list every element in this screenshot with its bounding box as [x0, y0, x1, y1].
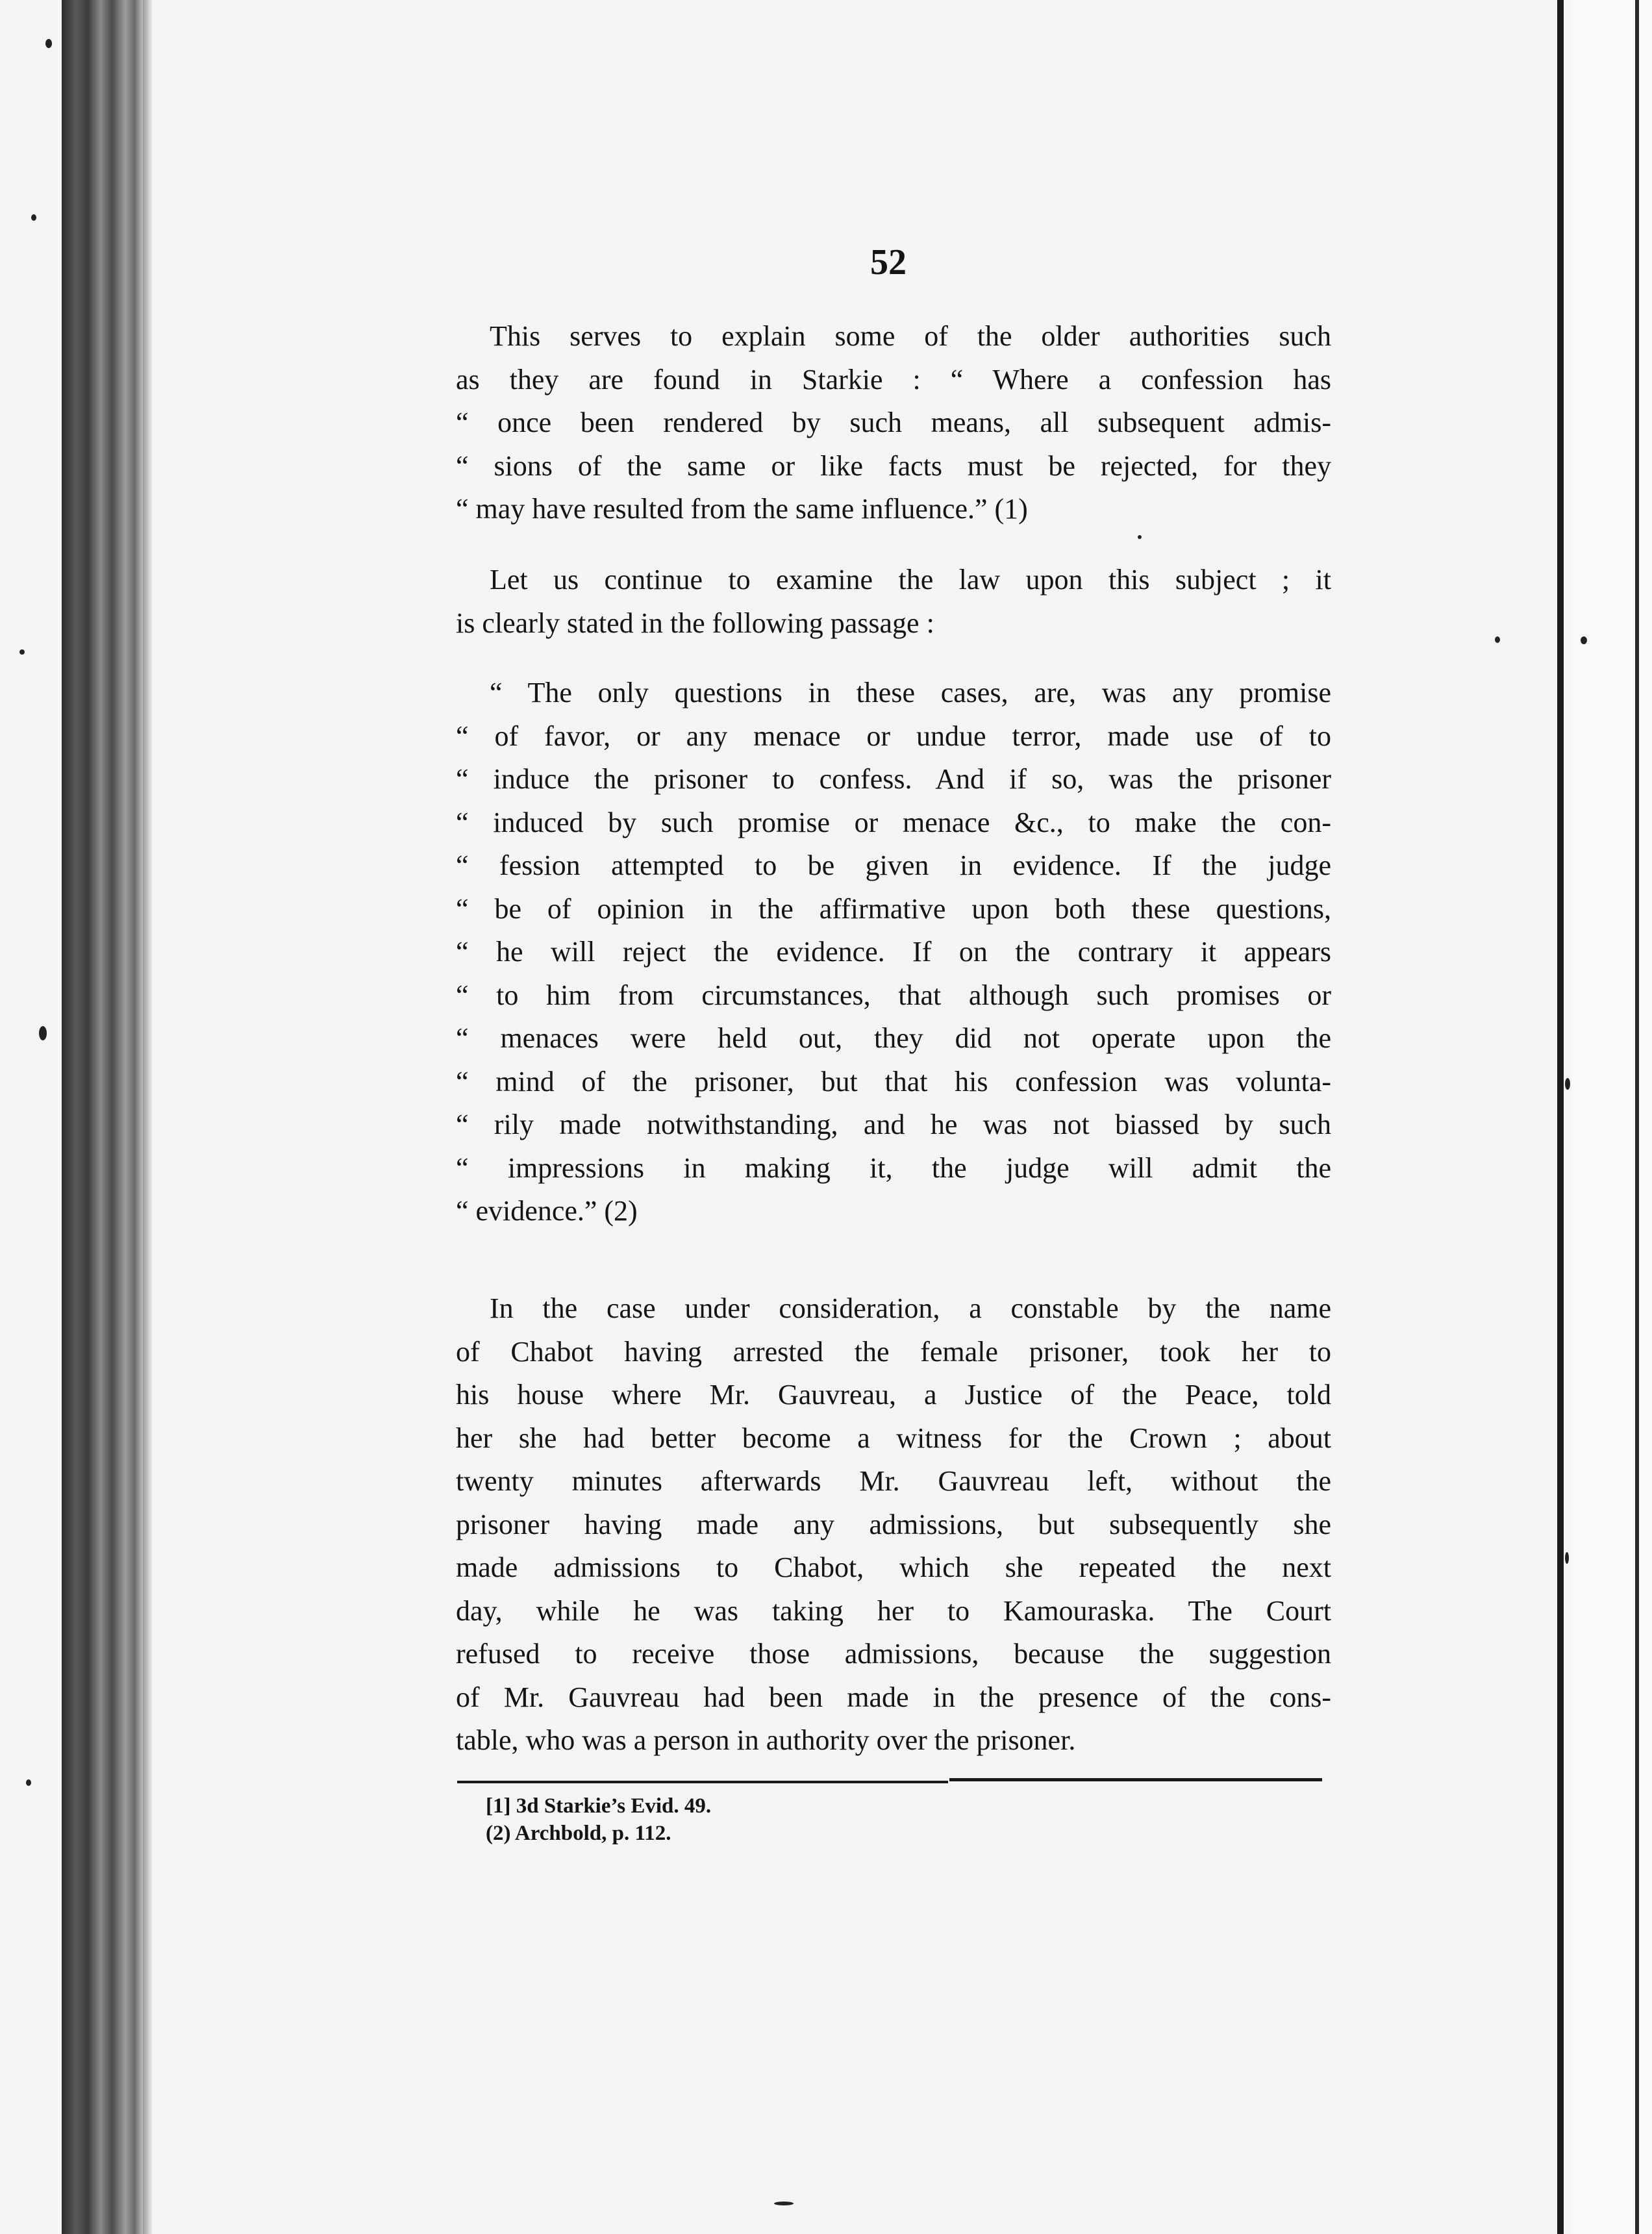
page-right-edge: [1557, 0, 1564, 2234]
text-line: “ mind of the prisoner, but that his confession was volunta-: [456, 1065, 1331, 1098]
paragraph-case: [456, 1287, 1331, 1763]
footnote-rule: [457, 1781, 948, 1783]
scan-speck: [1581, 636, 1587, 644]
scan-speck: [1138, 535, 1142, 539]
adjacent-page-strip: [1571, 0, 1652, 2234]
text-line: “ evidence.” (2): [456, 1195, 638, 1227]
text-line: “ fession attempted to be given in evidence. If the judge: [456, 849, 1331, 881]
scan-speck: [774, 2202, 794, 2205]
text-line: “ of favor, or any menace or undue terror, made use of to: [456, 720, 1331, 752]
text-line: Let us continue to examine the law upon this subject ; it: [490, 564, 1331, 596]
text-line: “ induce the prisoner to confess. And if so, was the prisoner: [456, 763, 1331, 795]
text-line: her she had better become a witness for the Crown ; about: [456, 1422, 1331, 1454]
footnotes: [486, 1792, 711, 1847]
adjacent-page-edge: [1635, 0, 1639, 2234]
text-line: his house where Mr. Gauvreau, a Justice of the Peace, told: [456, 1379, 1331, 1411]
text-line: “ to him from circumstances, that although such promises or: [456, 979, 1331, 1011]
text-line: “ he will reject the evidence. If on the contrary it appears: [456, 936, 1331, 968]
paragraph-continue: [456, 558, 1331, 645]
footnote-rule: [949, 1778, 1322, 1781]
scan-speck: [19, 649, 25, 655]
scan-speck: [1565, 1552, 1569, 1564]
text-line: “ impressions in making it, the judge will admit the: [456, 1151, 1331, 1184]
scan-speck: [45, 39, 52, 48]
paragraph-quotation: [456, 671, 1331, 1233]
scan-speck: [26, 1779, 31, 1786]
scan-speck: [39, 1026, 47, 1040]
text-line: “ menaces were held out, they did not operate upon the: [456, 1022, 1331, 1054]
text-line: “ induced by such promise or menace &c., to make the con-: [456, 806, 1331, 838]
text-line: “ sions of the same or like facts must be rejected, for they: [456, 449, 1331, 482]
paragraph-starkie: [456, 315, 1331, 531]
text-line: is clearly stated in the following passage :: [456, 607, 934, 639]
text-line: of Mr. Gauvreau had been made in the presence of the cons-: [456, 1681, 1331, 1713]
footnote-2: (2) Archbold, p. 112.: [486, 1822, 671, 1845]
text-line: refused to receive those admissions, because the suggestion: [456, 1638, 1331, 1670]
text-line: twenty minutes afterwards Mr. Gauvreau left, without the: [456, 1465, 1331, 1497]
text-line: “ The only questions in these cases, are, was any promise: [490, 677, 1331, 709]
text-line: “ may have resulted from the same influence.” (1): [456, 493, 1028, 525]
text-line: day, while he was taking her to Kamouraska. The Court: [456, 1594, 1331, 1627]
text-line: “ rily made notwithstanding, and he was not biassed by such: [456, 1109, 1331, 1140]
text-line: made admissions to Chabot, which she repeated the next: [456, 1551, 1331, 1583]
book-binding: [62, 0, 143, 2234]
scan-speck: [1495, 636, 1500, 643]
binding-edge: [143, 0, 152, 2234]
text-line: table, who was a person in authority over the prisoner.: [456, 1724, 1076, 1756]
text-line: prisoner having made any admissions, but subsequently she: [456, 1508, 1331, 1540]
scan-speck: [31, 214, 36, 221]
scan-speck: [1565, 1078, 1570, 1090]
text-line: “ once been rendered by such means, all subsequent admis-: [456, 407, 1331, 438]
page-number: 52: [870, 242, 907, 282]
text-line: of Chabot having arrested the female prisoner, took her to: [456, 1335, 1331, 1368]
text-line: “ be of opinion in the affirmative upon both these questions,: [456, 892, 1331, 925]
text-line: This serves to explain some of the older authorities such: [490, 320, 1331, 352]
text-line: as they are found in Starkie : “ Where a confession has: [456, 363, 1331, 395]
footnote-1: [1] 3d Starkie’s Evid. 49.: [486, 1794, 712, 1818]
text-line: In the case under consideration, a constable by the name: [490, 1292, 1331, 1324]
